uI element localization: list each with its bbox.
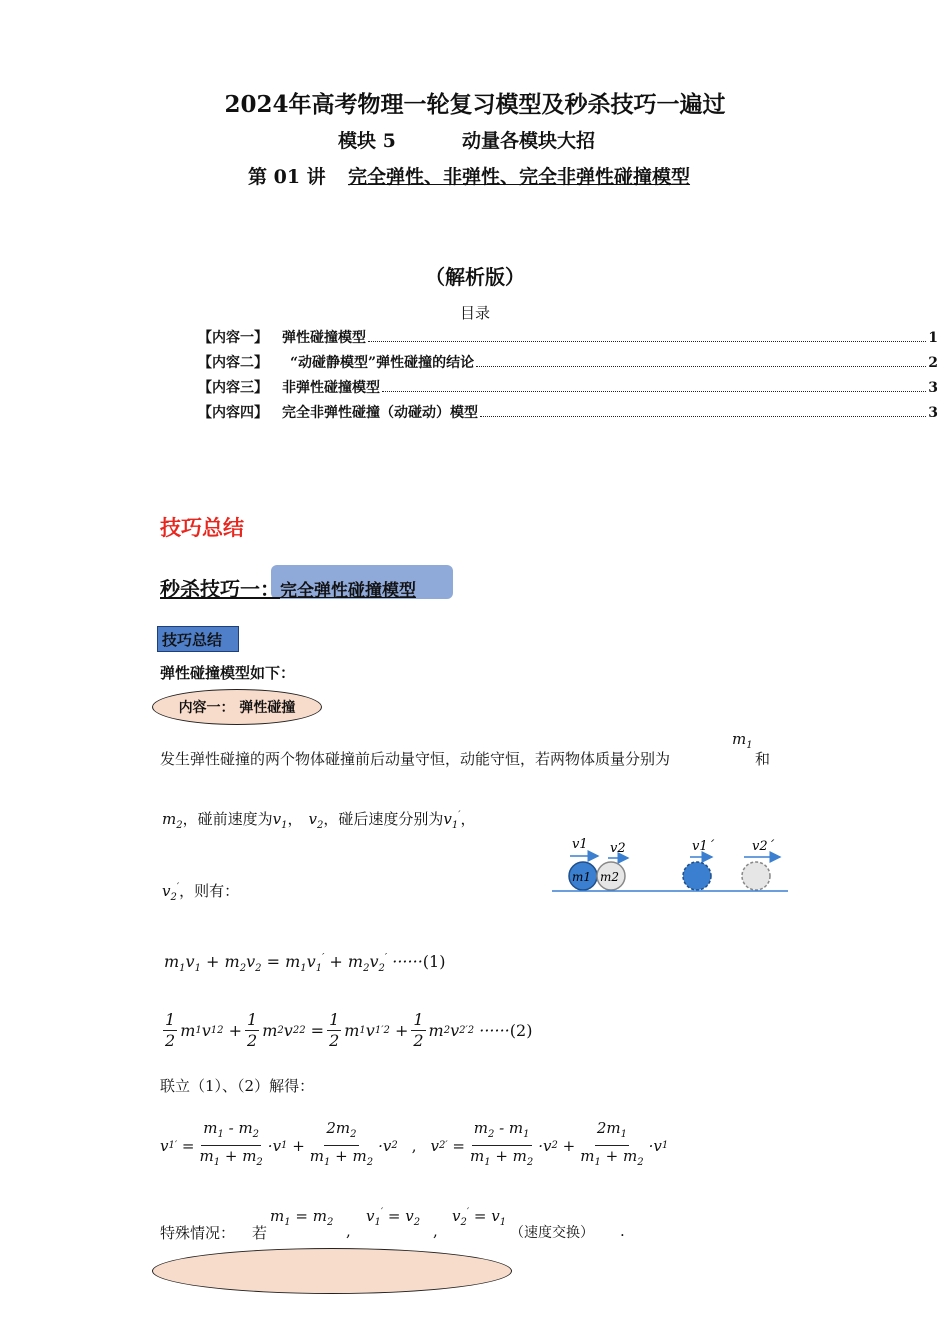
label-v1-after: v1´ (692, 839, 715, 854)
special-v2: $v_2' = v_1$ (452, 1207, 507, 1228)
module-label: 模块 5 (338, 130, 396, 152)
equation-2: $\frac{1}{2}$ m 1 v 1 2 + $\frac{1}{2}$ m 2 v 2 2 = $\frac{1}{2}$ m 1 v 1 ′2 + $\frac{1}{2}$ m 2 v 2 ′2 ······ (2) (165, 1010, 533, 1050)
toc-item-4[interactable] (198, 402, 938, 422)
toc-page: 3 (928, 380, 938, 396)
toc-text: 非弹性碰撞模型 (282, 380, 380, 396)
special-label: 特殊情况： (160, 1224, 236, 1242)
toc-item-1[interactable] (198, 327, 938, 347)
content-tag-label: 内容一： 弹性碰撞 (178, 700, 296, 716)
module-name: 动量各模块大招 (462, 130, 596, 152)
eq2-tag: (2) (509, 1021, 533, 1040)
document-title: 2024年高考物理一轮复习模型及秒杀技巧一遍过 (224, 91, 726, 118)
content-tag (152, 689, 322, 725)
ball-m2-after (742, 862, 770, 890)
label-v2: v2 (610, 841, 626, 856)
solve-text: 联立（1）、（2）解得： (160, 1077, 315, 1095)
lecture-label: 第 01 讲 (248, 166, 326, 188)
paragraph-line-2: $m_2$，碰前速度为$v_1$， $v_2$，碰后速度分别为$v_1'$， (162, 810, 476, 831)
toc-leader (368, 341, 926, 342)
equation-1: $m_1v_1 + m_2v_2 = m_1v_1' + m_2v_2' \cdot\cdot\cdot\cdot\cdot\cdot(1)$ (164, 952, 446, 975)
toc-tag: 【内容二】 (198, 355, 268, 371)
special-note: （速度交换） (510, 1225, 594, 1241)
trick-heading (160, 573, 416, 602)
special-v1: $v_1' = v_2$ (366, 1207, 421, 1228)
paragraph-and: 和 (755, 750, 771, 768)
toc-page: 1 (928, 330, 938, 346)
special-period: . (620, 1222, 625, 1240)
toc-item-3[interactable] (198, 377, 938, 397)
solution-equations: v 1 ′ = $\frac{m_1 - m_2}{m_1 + m_2}$ ·v 1 + $\frac{2m_2}{m_1 + m_2}$ ·v 2 , v 2 ′ = $\frac{m_2 - m_1}{m_1 + m_2}$ ·v 2 + $\frac{2m_1}{m_1 + m_2}$ ·v 1 (160, 1119, 669, 1168)
paragraph-line-1 (160, 748, 670, 769)
trick-prefix: 秒杀技巧一： (160, 577, 280, 601)
special-comma-2: , (433, 1222, 438, 1240)
toc-page: 3 (928, 405, 938, 421)
special-condition: $m_1 = m_2$ (270, 1207, 334, 1228)
math-m1: $m_1$ (732, 730, 753, 751)
toc-item-2[interactable] (198, 352, 938, 372)
edition-label: （解析版） (425, 265, 525, 289)
special-if: 若 (252, 1224, 268, 1242)
paragraph-text: 发生弹性碰撞的两个物体碰撞前后动量守恒，动能守恒，若两物体质量分别为 (160, 750, 671, 768)
toc-tag: 【内容四】 (198, 405, 268, 421)
toc-leader (480, 416, 926, 417)
toc-text: 弹性碰撞模型 (282, 330, 366, 346)
toc-heading: 目录 (459, 304, 490, 322)
toc-leader (476, 366, 926, 367)
toc-tag: 【内容一】 (198, 330, 268, 346)
toc-tag: 【内容三】 (198, 380, 268, 396)
label-v2-after: v2´ (752, 839, 775, 854)
toc-text: 完全非弹性碰撞（动碰动）模型 (282, 405, 478, 421)
label-m1: m1 (572, 870, 592, 884)
summary-heading: 技巧总结 (160, 515, 244, 540)
toc-text: “动碰静模型”弹性碰撞的结论 (290, 355, 475, 371)
content-tag-bottom (152, 1248, 512, 1294)
toc-leader (382, 391, 926, 392)
label-m2: m2 (600, 870, 620, 884)
special-comma-1: , (346, 1222, 351, 1240)
paragraph-line-3: $v_2'$，则有： (162, 882, 240, 903)
toc-page: 2 (928, 355, 938, 371)
collision-figure (552, 832, 792, 898)
trick-name: 完全弹性碰撞模型 (280, 581, 416, 601)
intro-text: 弹性碰撞模型如下： (160, 664, 296, 682)
label-v1: v1 (572, 837, 588, 852)
summary-box: 技巧总结 (157, 626, 239, 652)
eq1-tag: (1) (422, 952, 446, 971)
ball-m1-after (683, 862, 711, 890)
lecture-name: 完全弹性、非弹性、完全非弹性碰撞模型 (348, 166, 691, 188)
